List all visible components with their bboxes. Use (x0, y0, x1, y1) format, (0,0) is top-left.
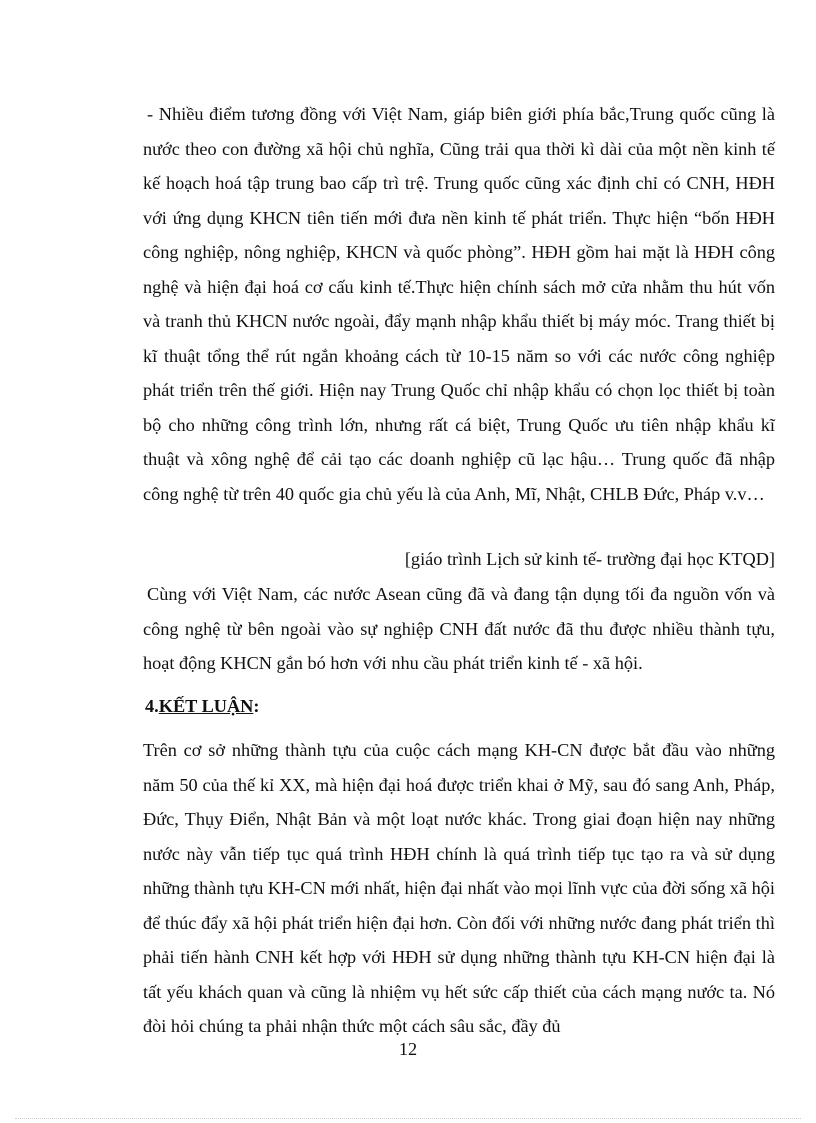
citation: [giáo trình Lịch sử kinh tế- trường đại học KTQD] (404, 549, 775, 569)
paragraph-asean: Cùng với Việt Nam, các nước Asean cũng đã và đang tận dụng tối đa nguồn vốn và công nghệ từ bên ngoài vào sự nghiệp CNH đất nước đã thu được nhiều thành tựu, hoạt động KHCN gắn bó hơn với nhu cầu phát triển kinh tế - xã hội. (143, 584, 775, 673)
page-number: 12 (398, 1039, 418, 1059)
section-heading (145, 689, 259, 723)
page-bottom-divider (15, 1118, 801, 1119)
heading-title: KẾT LUẬN (158, 696, 254, 716)
heading-number: 4. (145, 696, 159, 716)
heading-colon: : (253, 696, 260, 716)
paragraph-conclusion: Trên cơ sở những thành tựu của cuộc cách mạng KH-CN được bắt đầu vào những năm 50 của thế kỉ XX, mà hiện đại hoá được triển khai ở Mỹ, sau đó sang Anh, Pháp, Đức, Thụy Điển, Nhật Bản và một loạt nước khác. Trong giai đoạn hiện nay những nước này vẫn tiếp tục quá trình HĐH chính là quá trình tiếp tục tạo ra và sử dụng những thành tựu KH-CN mới nhất, hiện đại nhất vào mọi lĩnh vực của đời sống xã hội để thúc đẩy xã hội phát triển hiện đại hơn. Còn đối với những nước đang phát triển thì phải tiến hành CNH kết hợp với HĐH sử dụng những thành tựu KH-CN hiện đại là tất yếu khách quan và cũng là nhiệm vụ hết sức cấp thiết của cách mạng nước ta. Nó đòi hỏi chúng ta phải nhận thức một cách sâu sắc, đầy đủ (143, 740, 775, 1036)
paragraph-china: - Nhiều điểm tương đồng với Việt Nam, giáp biên giới phía bắc,Trung quốc cũng là nước theo con đường xã hội chủ nghĩa, Cũng trải qua thời kì dài của một nền kinh tế kế hoạch hoá tập trung bao cấp trì trệ. Trung quốc cũng xác định chỉ có CNH, HĐH với ứng dụng KHCN tiên tiến mới đưa nền kinh tế phát triển. Thực hiện “bốn HĐH công nghiệp, nông nghiệp, KHCN và quốc phòng”. HĐH gồm hai mặt là HĐH công nghệ và hiện đại hoá cơ cấu kinh tế.Thực hiện chính sách mở cửa nhằm thu hút vốn và tranh thủ KHCN nước ngoài, đẩy mạnh nhập khẩu thiết bị máy móc. Trang thiết bị kĩ thuật tổng thể rút ngắn khoảng cách từ 10-15 năm so với các nước công nghiệp phát triển trên thế giới. Hiện nay Trung Quốc chỉ nhập khẩu có chọn lọc thiết bị toàn bộ cho những công trình lớn, nhưng rất cá biệt, Trung Quốc ưu tiên nhập khẩu kĩ thuật và xông nghệ để cải tạo các doanh nghiệp cũ lạc hậu… Trung quốc đã nhập công nghệ từ trên 40 quốc gia chủ yếu là của Anh, Mĩ, Nhật, CHLB Đức, Pháp v.v… (143, 104, 775, 504)
